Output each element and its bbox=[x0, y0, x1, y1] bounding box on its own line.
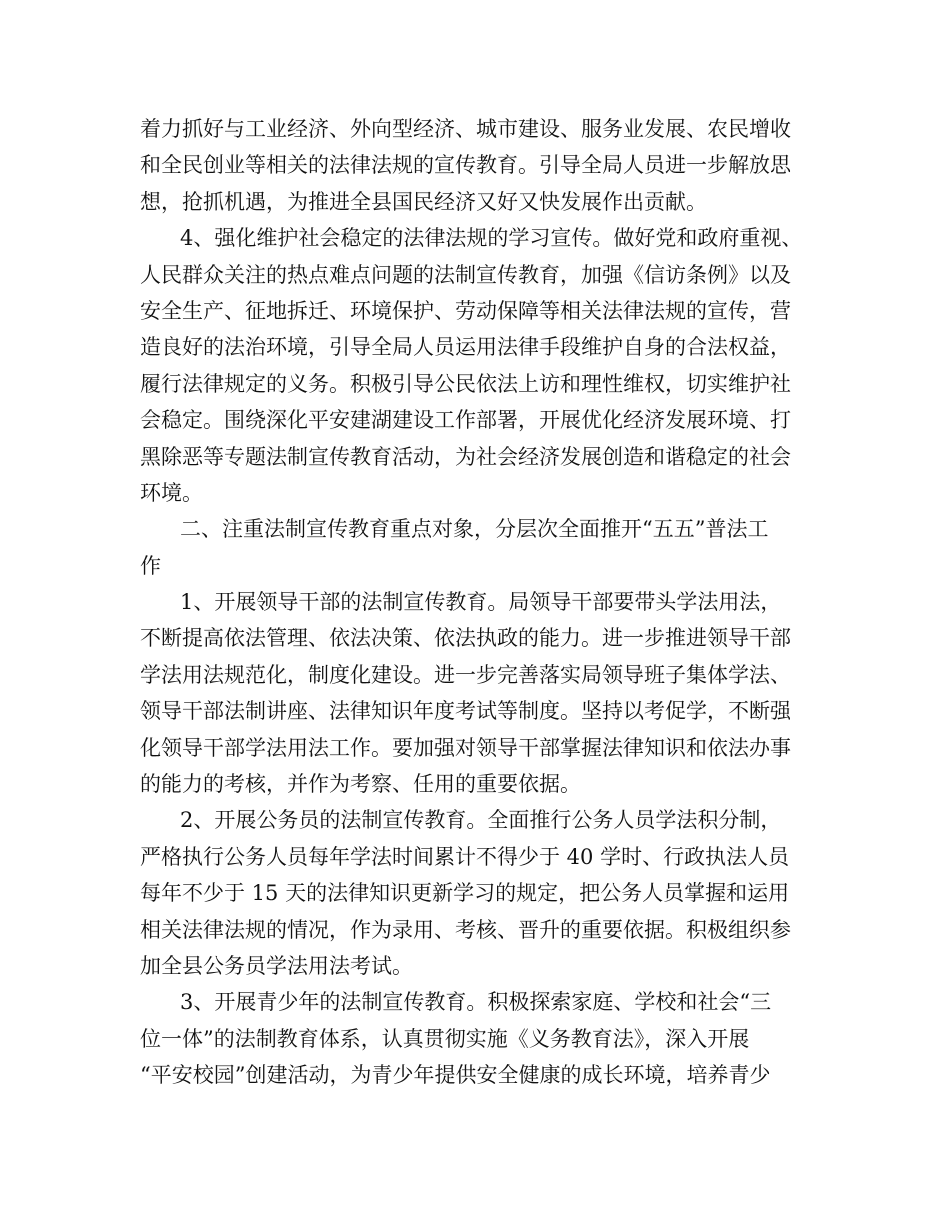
paragraph-start-line: 4、强化维护社会稳定的法律法规的学习宣传。做好党和政府重视、 bbox=[180, 226, 803, 251]
text-line: 安全生产、征地拆迁、环境保护、劳动保障等相关法律法规的宣传，营 bbox=[140, 298, 791, 323]
text-line: 的能力的考核，并作为考察、任用的重要依据。 bbox=[140, 772, 581, 797]
text-line: 领导干部法制讲座、法律知识年度考试等制度。坚持以考促学，不断强 bbox=[140, 699, 791, 724]
section-heading-line: 二、注重法制宣传教育重点对象，分层次全面推开“五五”普法工 bbox=[180, 517, 769, 542]
text-line: 造良好的法治环境，引导全局人员运用法律手段维护自身的合法权益， bbox=[140, 335, 791, 360]
text-line: 着力抓好与工业经济、外向型经济、城市建设、服务业发展、农民增收 bbox=[140, 117, 791, 141]
text-line: 严格执行公务人员每年学法时间累计不得少于 40 学时、行政执法人员 bbox=[140, 844, 790, 869]
text-line: 黑除恶等专题法制宣传教育活动，为社会经济发展创造和谐稳定的社会 bbox=[140, 444, 791, 469]
text-line: 和全民创业等相关的法律法规的宣传教育。引导全局人员进一步解放思 bbox=[140, 153, 791, 178]
text-line: 会稳定。围绕深化平安建湖建设工作部署，开展优化经济发展环境、打 bbox=[140, 408, 791, 433]
text-line: 环境。 bbox=[140, 480, 203, 505]
text-line: 学法用法规范化，制度化建设。进一步完善落实局领导班子集体学法、 bbox=[140, 662, 791, 687]
text-line: 相关法律法规的情况，作为录用、考核、晋升的重要依据。积极组织参 bbox=[140, 917, 791, 942]
text-line: 位一体”的法制教育体系，认真贯彻实施《义务教育法》，深入开展 bbox=[140, 1026, 750, 1051]
text-line: 不断提高依法管理、依法决策、依法执政的能力。进一步推进领导干部 bbox=[140, 626, 791, 651]
text-line: 想，抢抓机遇，为推进全县国民经济又好又快发展作出贡献。 bbox=[140, 189, 707, 214]
text-line: 人民群众关注的热点难点问题的法制宣传教育，加强《信访条例》以及 bbox=[140, 262, 791, 287]
text-line: 加全县公务员学法用法考试。 bbox=[140, 953, 413, 978]
paragraph-start-line: 1、开展领导干部的法制宣传教育。局领导干部要带头学法用法， bbox=[180, 590, 782, 615]
paragraph-start-line: 3、开展青少年的法制宣传教育。积极探索家庭、学校和社会“三 bbox=[180, 990, 772, 1015]
text-line: 每年不少于 15 天的法律知识更新学习的规定，把公务人员掌握和运用 bbox=[140, 881, 790, 906]
paragraph-start-line: 2、开展公务员的法制宣传教育。全面推行公务人员学法积分制， bbox=[180, 808, 782, 833]
section-heading-line: 作 bbox=[140, 553, 161, 578]
body-text bbox=[140, 111, 830, 1094]
text-line: 履行法律规定的义务。积极引导公民依法上访和理性维权，切实维护社 bbox=[140, 371, 791, 396]
text-line: “平安校园”创建活动，为青少年提供安全健康的成长环境，培养青少 bbox=[140, 1063, 771, 1088]
text-line: 化领导干部学法用法工作。要加强对领导干部掌握法律知识和依法办事 bbox=[140, 735, 791, 760]
